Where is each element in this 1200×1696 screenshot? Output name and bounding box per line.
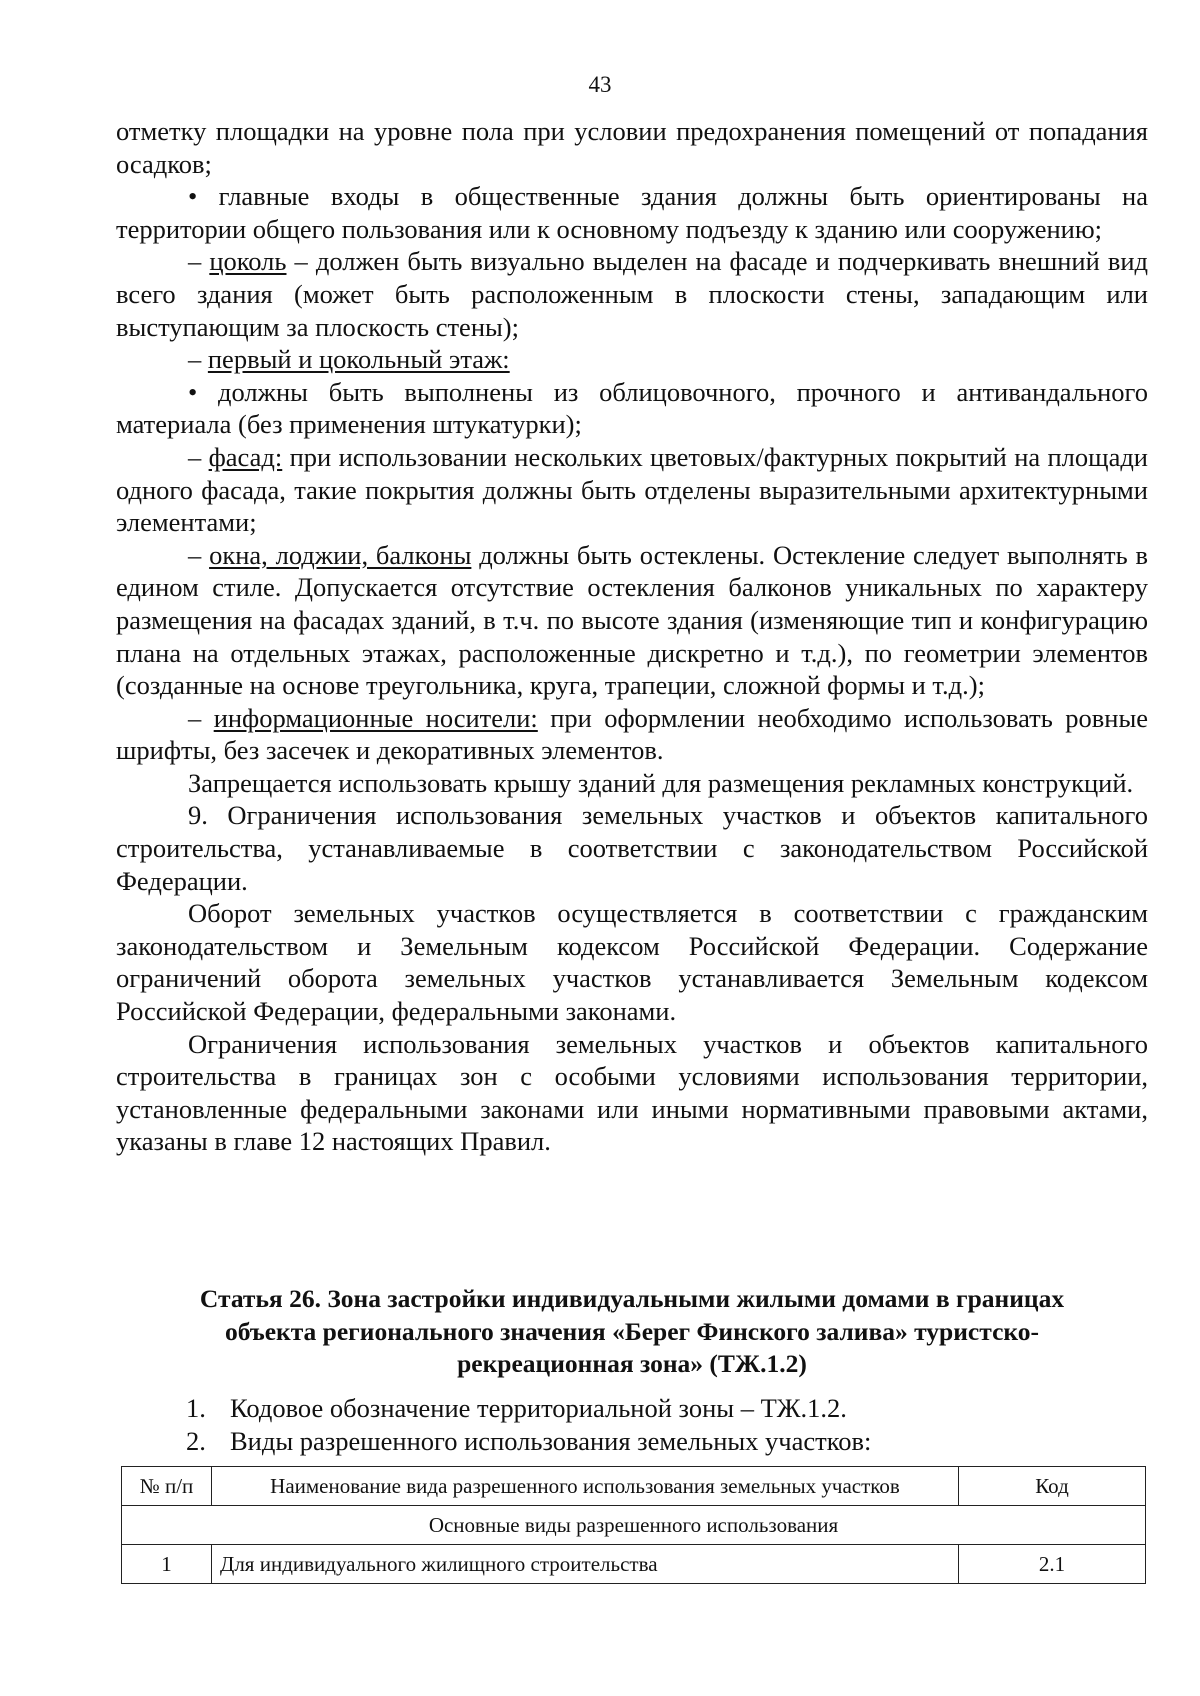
term-underlined: окна, лоджии, балконы: [209, 539, 472, 570]
dash: –: [188, 539, 210, 570]
paragraph: Запрещается использовать крышу зданий для размещения рекламных конструкций.: [188, 767, 1134, 798]
list-item: [186, 1425, 1086, 1458]
header-name: Наименование вида разрешенного использования земельных участков: [212, 1467, 959, 1506]
term-underlined: информационные носители:: [213, 702, 538, 733]
paragraph-text: – должен быть визуально выделен на фасаде и подчеркивать внешний вид всего здания (может быть расположенным в плоскости стены, западающим или выступающим за плоскость стены);: [116, 246, 1149, 342]
dash: –: [188, 441, 209, 472]
heading-line: объекта регионального значения «Берег Финского залива» туристско-: [224, 1316, 1040, 1346]
dash: –: [188, 246, 210, 277]
list-number: 1.: [186, 1393, 206, 1423]
paragraph: Ограничения использования земельных участков и объектов капитального строительства в границах зон с особыми условиями использования территории, установленные федеральными законами или иными нормативными правовыми актами, указаны в главе 12 настоящих Правил.: [116, 1028, 1148, 1157]
table-subheader: Основные виды разрешенного использования: [122, 1506, 1146, 1545]
list-text: Кодовое обозначение территориальной зоны – ТЖ.1.2.: [230, 1393, 847, 1423]
cell-code: 2.1: [959, 1545, 1146, 1584]
paragraph-floors: [116, 343, 1148, 376]
cell-number: 1: [122, 1545, 212, 1584]
paragraph-info-carriers: [116, 702, 1148, 767]
land-use-table: [121, 1466, 1146, 1584]
numbered-list: [186, 1392, 1086, 1458]
paragraph: отметку площадки на уровне пола при условии предохранения помещений от попадания осадков;: [116, 116, 1148, 179]
cell-name: Для индивидуального жилищного строительства: [212, 1545, 959, 1584]
paragraph-facade: [116, 441, 1148, 539]
header-code: Код: [959, 1467, 1146, 1506]
term-underlined: первый и цокольный этаж:: [207, 344, 510, 375]
paragraph-text: при оформлении необходимо использовать ровные шрифты, без засечек и декоративных элементов.: [116, 702, 1149, 766]
article-heading: [116, 1283, 1148, 1381]
paragraph-text: при использовании нескольких цветовых/фактурных покрытий на площади одного фасада, такие покрытия должны быть отделены выразительными архитектурными элементами;: [116, 441, 1148, 538]
list-number: 2.: [186, 1426, 206, 1456]
bullet-paragraph: • главные входы в общественные здания должны быть ориентированы на территории общего пользования или к основному подъезду к зданию или сооружению;: [116, 181, 1148, 244]
dash: –: [188, 344, 208, 375]
table-subheader-row: [122, 1506, 1146, 1545]
dash: –: [188, 702, 214, 733]
table-header-row: [122, 1467, 1146, 1506]
paragraph: 9. Ограничения использования земельных участков и объектов капитального строительства, устанавливаемые в соответствии с законодательством Российской Федерации.: [116, 800, 1148, 896]
list-item: [186, 1392, 1086, 1425]
term-underlined: цоколь: [209, 246, 287, 277]
heading-line: рекреационная зона» (ТЖ.1.2): [457, 1349, 807, 1378]
heading-line: Статья 26. Зона застройки индивидуальными жилыми домами в границах: [199, 1284, 1065, 1313]
page-number: 43: [588, 72, 612, 97]
bullet-paragraph: • должны быть выполнены из облицовочного, прочного и антивандального материала (без применения штукатурки);: [116, 376, 1148, 440]
list-text: Виды разрешенного использования земельных участков:: [230, 1426, 872, 1456]
table-row: [122, 1545, 1146, 1584]
header-number: № п/п: [122, 1467, 212, 1506]
paragraph-plinth: [116, 245, 1148, 343]
term-underlined: фасад:: [208, 441, 283, 472]
paragraph-text: должны быть остеклены. Остекление следует выполнять в едином стиле. Допускается отсутствие остекления балконов уникальных по характеру размещения на фасадах зданий, в т.ч. по высоте здания (изменяющие тип и конфигурацию плана на отдельных этажах, расположенные дискретно и т.д.), по геометрии элементов (созданные на основе треугольника, круга, трапеции, сложной формы и т.д.);: [116, 539, 1148, 701]
paragraph-windows: [116, 539, 1148, 702]
paragraph: Оборот земельных участков осуществляется в соответствии с гражданским законодательством и Земельным кодексом Российской Федерации. Содержание ограничений оборота земельных участков устанавливается Земельным кодексом Российской Федерации, федеральными законами.: [116, 898, 1148, 1027]
body-text: [116, 115, 1148, 1158]
